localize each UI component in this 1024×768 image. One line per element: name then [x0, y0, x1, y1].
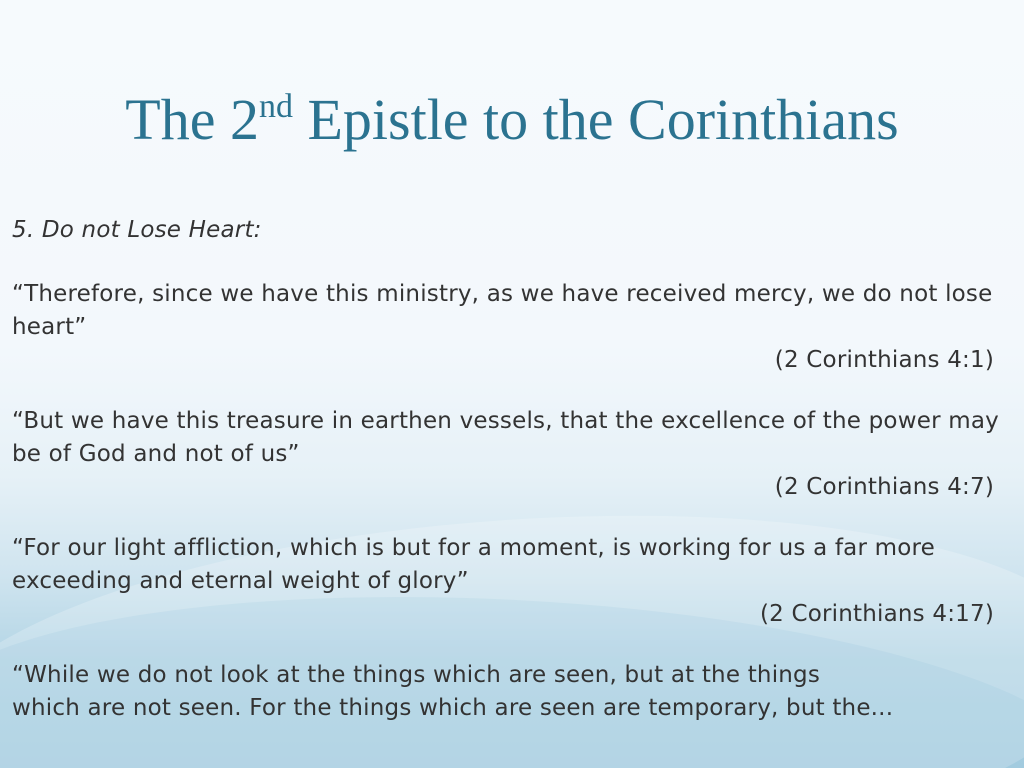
quote-text-line: “While we do not look at the things which are seen, but at the things: [12, 662, 821, 688]
quote-block: [12, 405, 1002, 504]
quote-text: “For our light affliction, which is but for a moment, is working for us a far more exceeding and eternal weight of glory”: [12, 535, 936, 594]
title-suffix: Epistle to the Corinthians: [292, 87, 899, 152]
quote-block: [12, 532, 1002, 631]
quote-reference: (2 Corinthians 4:17): [759, 601, 994, 627]
quote-reference: (2 Corinthians 4:7): [774, 474, 994, 500]
slide-body: [12, 212, 1002, 753]
quote-block: [12, 278, 1002, 377]
quote-text-line: which are not seen. For the things which are seen are temporary, but the...: [12, 695, 894, 721]
quote-block: [12, 659, 1002, 725]
slide-title: [0, 80, 1024, 160]
quote-reference: (2 Corinthians 4:1): [774, 347, 994, 373]
title-prefix: The 2: [125, 87, 259, 152]
quote-text: “Therefore, since we have this ministry, as we have received mercy, we do not lose heart”: [12, 281, 993, 340]
quote-text: “But we have this treasure in earthen vessels, that the excellence of the power may be of God and not of us”: [12, 408, 999, 467]
section-heading: 5. Do not Lose Heart:: [12, 217, 262, 243]
title-superscript: nd: [258, 87, 293, 125]
